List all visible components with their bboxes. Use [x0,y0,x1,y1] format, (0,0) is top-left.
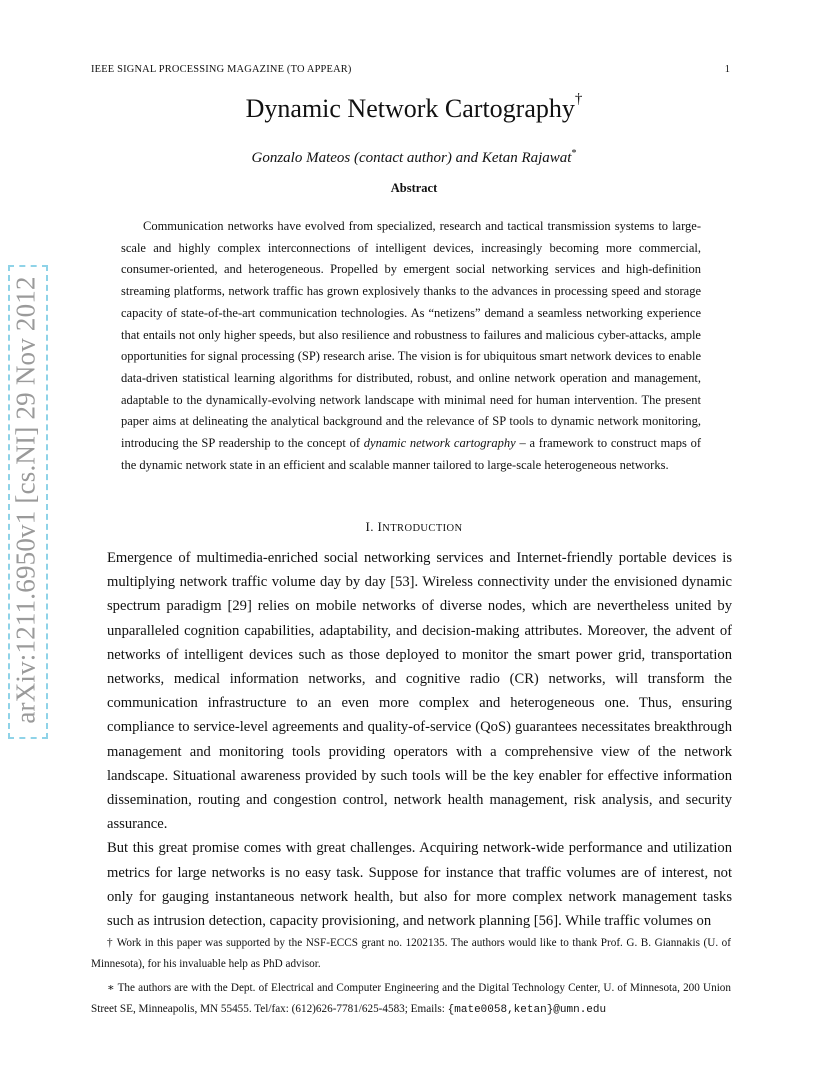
section-heading-introduction [91,519,737,535]
body-text [107,546,732,933]
footnote-1-mark: † [107,937,114,949]
footnote-2-text: The authors are with the Dept. of Electrical and Computer Engineering and the Digital Technology Center, U. of Minnesota, 200 Union Street SE, Minneapolis, MN 55455. Tel/fax: (612)626-7781/625-4583; Emails: [91,982,731,1015]
footnotes [91,933,731,1024]
abstract-body [121,216,701,476]
abstract-text-1: Communication networks have evolved from specialized, research and tactical transmission systems to large-scale and highly complex interconnections of intelligent devices, increasingly becoming more commercial, consumer-oriented, and heterogeneous. Propelled by emergent social networking services and high-definition streaming platforms, network traffic has grown explosively thanks to the advances in processing speed and storage capacity of state-of-the-art communication technologies. As “netizens” demand a seamless networking experience that entails not only higher speeds, but also resilience and robustness to failures and malicious cyber-attacks, ample opportunities for signal processing (SP) research arise. The vision is for ubiquitous smart network devices to enable data-driven statistical learning algorithms for distributed, robust, and online network operation and management, adaptable to the dynamically-evolving network landscape with minimal need for human intervention. The present paper aims at delineating the analytical background and the relevance of SP tools to dynamic network monitoring, introducing the SP readership to the concept of [121,219,701,451]
footnote-1-text: Work in this paper was supported by the NSF-ECCS grant no. 1202135. The authors would like to thank Prof. G. B. Giannakis (U. of Minnesota), for his invaluable help as PhD advisor. [91,937,731,970]
section-first-letter: I [377,519,383,534]
footnote-2-mark: ∗ [107,982,115,994]
abstract-text-2: – a framework to construct maps of the dynamic network state in an efficient and scalable manner tailored to large-scale heterogeneous networks. [121,436,701,472]
abstract-heading: Abstract [390,181,438,195]
paper-title [91,91,737,124]
authors-text: Gonzalo Mateos (contact author) and Ketan Rajawat [251,150,572,166]
title-text: Dynamic Network Cartography [245,94,575,123]
abstract-italic-term: dynamic network cartography [363,436,516,451]
running-head: IEEE SIGNAL PROCESSING MAGAZINE (TO APPEAR) [91,64,352,75]
page-number: 1 [724,64,730,75]
footnote-2 [91,978,731,1020]
body-paragraph-2: But this great promise comes with great challenges. Acquiring network-wide performance and utilization metrics for large networks is no easy task. Suppose for instance that traffic volumes are of interest, not only for gauging instantaneous network health, but also for more complex network management tasks such as intrusion detection, capacity provisioning, and network planning [56]. While traffic volumes on [107,840,732,930]
footnote-2-emails: {mate0058,ketan}@umn.edu [447,1003,607,1016]
author-list [91,148,737,167]
section-number: I. [365,519,374,534]
section-title-rest: NTRODUCTION [382,523,463,534]
title-dagger: † [574,91,583,108]
footnote-1 [91,933,731,974]
authors-mark: * [571,148,577,159]
body-paragraph-1: Emergence of multimedia-enriched social networking services and Internet-friendly portable devices is multiplying network traffic volume day by day [53]. Wireless connectivity under the envisioned dynamic spectrum paradigm [29] relies on mobile networks of diverse nodes, which are nevertheless united by unparalleled cognition capabilities, adaptability, and decision-making attributes. Moreover, the advent of networks of intelligent devices such as those deployed to monitor the smart power grid, transportation networks, medical information networks, and cognitive radio (CR) networks, will transform the communication infrastructure to an even more complex and heterogeneous one. Thus, ensuring compliance to service-level agreements and quality-of-service (QoS) guarantees necessitates breakthrough management and monitoring tools providing operators with a comprehensive view of the network landscape. Situational awareness provided by such tools will be the key enabler for effective information dissemination, routing and congestion control, network health management, risk analysis, and security assurance. [107,550,732,833]
arxiv-identifier: arXiv:1211.6950v1 [cs.NI] 29 Nov 2012 [10,276,41,724]
